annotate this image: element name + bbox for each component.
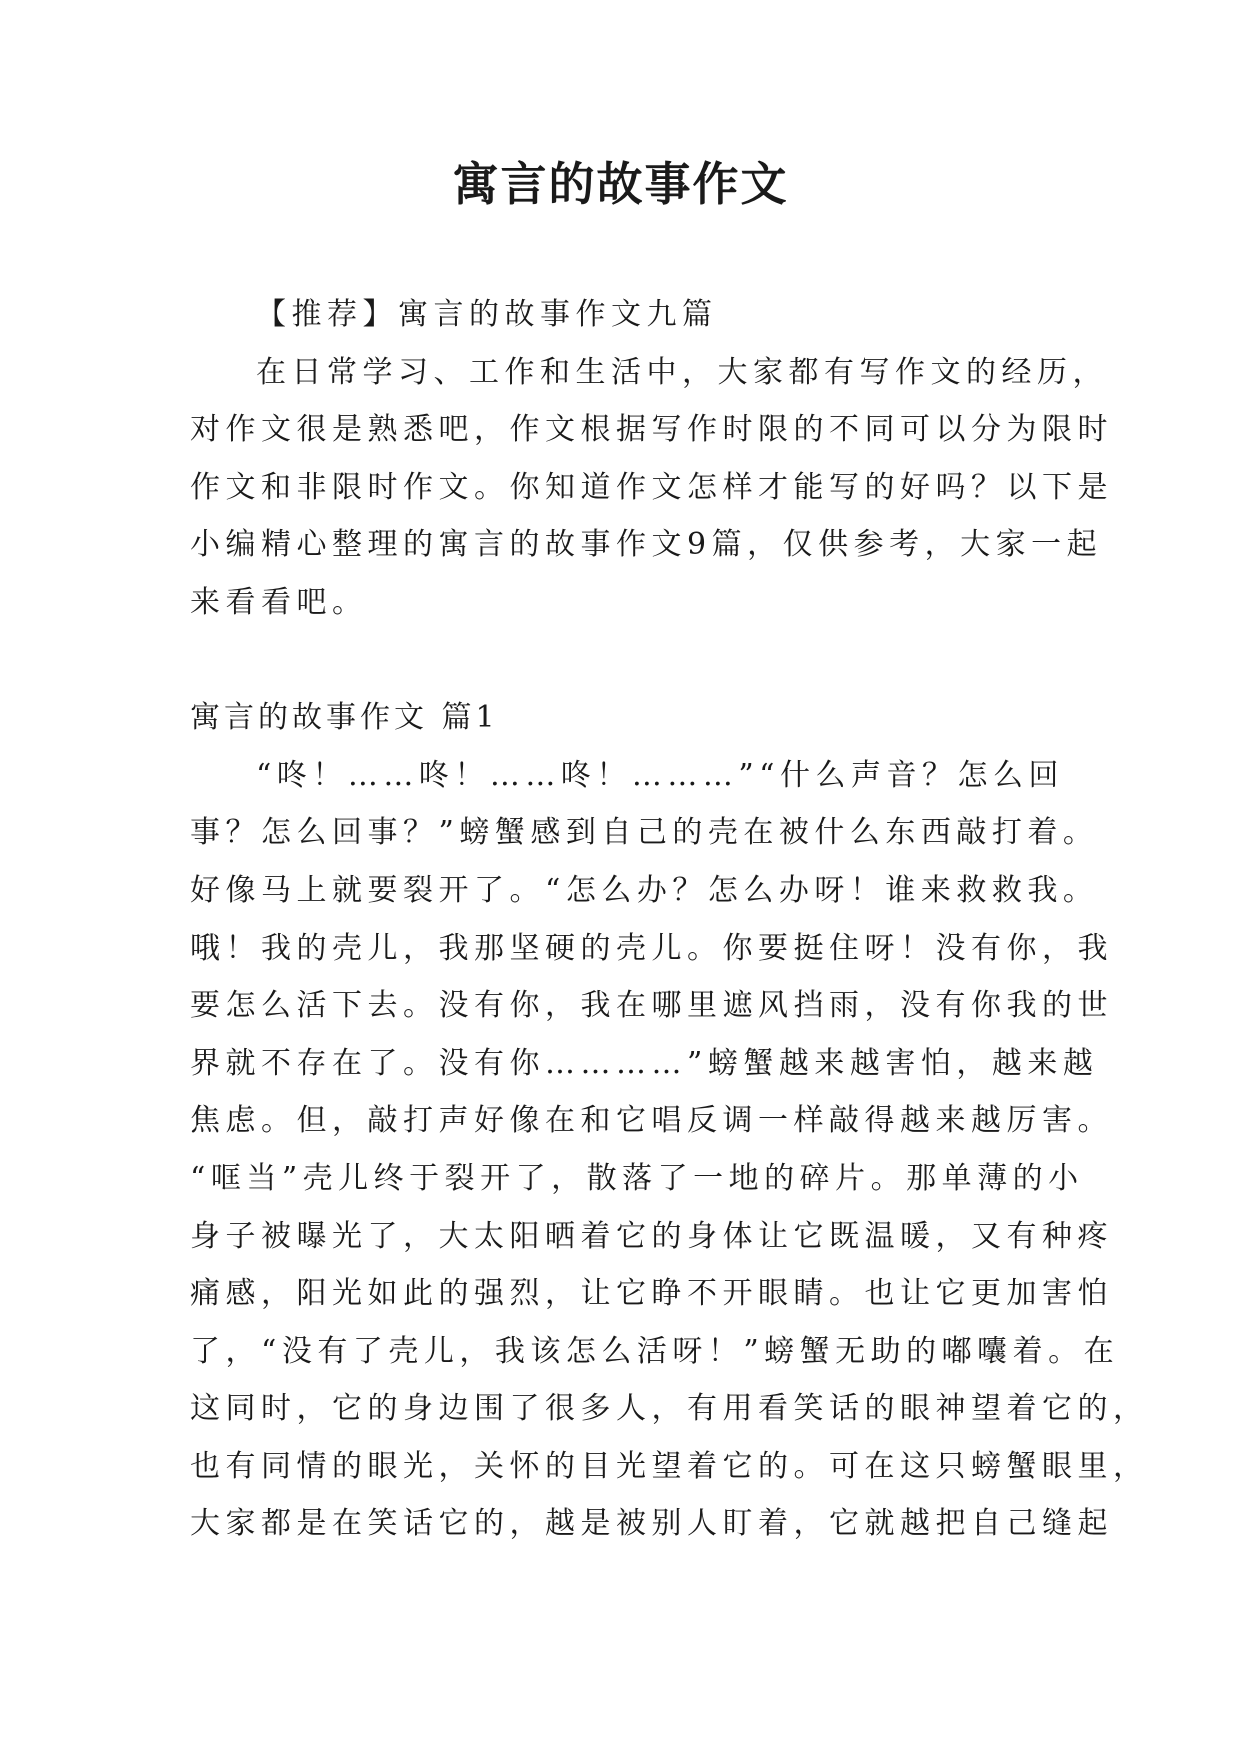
paragraph-gap [190, 632, 1070, 690]
intro-line: 对作文很是熟悉吧，作文根据写作时限的不同可以分为限时 [190, 412, 1113, 448]
story-line: 要怎么活下去。没有你，我在哪里遮风挡雨，没有你我的世 [190, 988, 1113, 1024]
story-line: 界就不存在了。没有你…………”螃蟹越来越害怕，越来越 [190, 1045, 1099, 1081]
intro-line: 作文和非限时作文。你知道作文怎样才能写的好吗？以下是 [190, 469, 1113, 505]
story-line: 也有同情的眼光，关怀的目光望着它的。可在这只螃蟹眼里， [190, 1448, 1149, 1484]
story-line: 哦！我的壳儿，我那坚硬的壳儿。你要挺住呀！没有你，我 [190, 930, 1113, 966]
intro-line: 来看看吧。 [190, 584, 368, 620]
section-heading: 寓言的故事作文 篇1 [190, 700, 499, 736]
story-line: 焦虑。但，敲打声好像在和它唱反调一样敲得越来越厉害。 [190, 1103, 1113, 1139]
story-line: 身子被曝光了，大太阳晒着它的身体让它既温暖，又有种疼 [190, 1218, 1113, 1254]
story-line: 这同时，它的身边围了很多人，有用看笑话的眼神望着它的， [190, 1391, 1149, 1427]
intro-paragraph [190, 344, 1113, 632]
story-line: “哐当”壳儿终于裂开了，散落了一地的碎片。那单薄的小 [190, 1160, 1084, 1196]
story-line: “咚！……咚！……咚！………”“什么声音？怎么回 [256, 757, 1065, 793]
intro-line: 在日常学习、工作和生活中，大家都有写作文的经历， [256, 354, 1108, 390]
story-line: 大家都是在笑话它的，越是被别人盯着，它就越把自己缝起 [190, 1506, 1113, 1542]
document-body [190, 286, 1149, 1553]
story-paragraph [190, 747, 1149, 1553]
intro-line: 小编精心整理的寓言的故事作文9篇，仅供参考，大家一起 [190, 527, 1103, 563]
story-line: 事？怎么回事？”螃蟹感到自己的壳在被什么东西敲打着。 [190, 815, 1099, 851]
intro-heading: 【推荐】寓言的故事作文九篇 [256, 297, 718, 332]
story-line: 痛感，阳光如此的强烈，让它睁不开眼睛。也让它更加害怕 [190, 1276, 1113, 1312]
document-title: 寓言的故事作文 [452, 157, 789, 211]
story-line: 好像马上就要裂开了。“怎么办？怎么办呀！谁来救救我。 [190, 872, 1099, 908]
story-line: 了，“没有了壳儿，我该怎么活呀！”螃蟹无助的嘟囔着。在 [190, 1333, 1120, 1369]
